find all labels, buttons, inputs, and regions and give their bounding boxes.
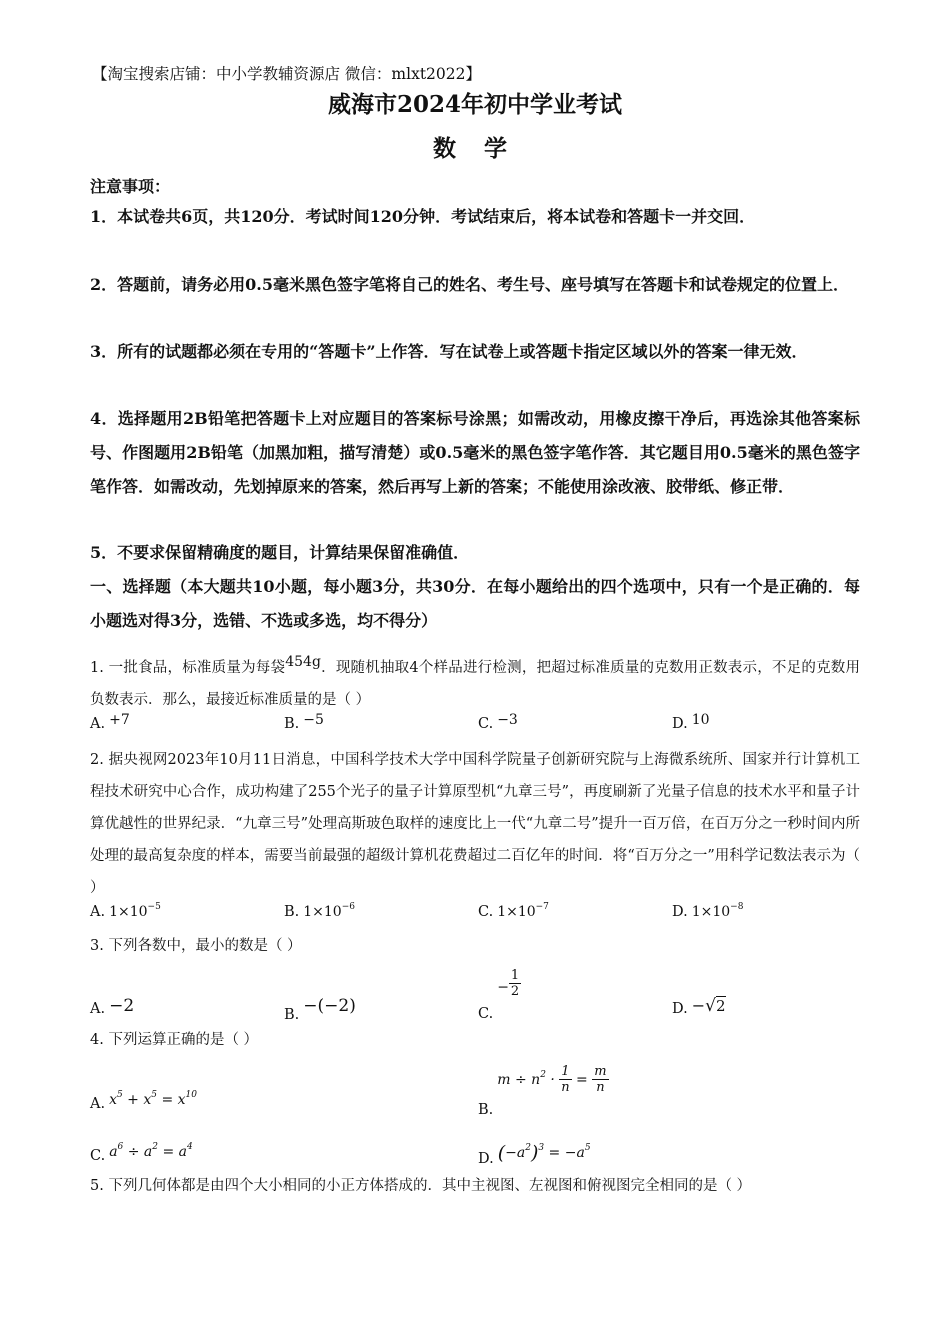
q1-option-d-value: 10: [691, 712, 710, 728]
notice-item-3: 3．所有的试题都必须在专用的“答题卡”上作答．写在试卷上或答题卡指定区域以外的答案一律无效．: [90, 342, 808, 361]
q2-option-a-base: 1×10: [109, 904, 148, 920]
q2-option-b[interactable]: [284, 902, 355, 920]
q1-mass: 454g: [285, 654, 321, 670]
q2-option-b-base: 1×10: [303, 904, 342, 920]
q3-option-a-value: −2: [109, 996, 135, 1016]
q2-option-c-base: 1×10: [497, 904, 536, 920]
q4-option-b[interactable]: [478, 1064, 609, 1118]
q3-option-d-label: D.: [672, 1001, 688, 1017]
q3-option-c[interactable]: [478, 968, 521, 1022]
q1-option-a-label: A.: [90, 716, 106, 732]
q2-option-a-exp: −5: [147, 902, 161, 912]
q2-option-a[interactable]: [90, 902, 161, 920]
q1-option-a[interactable]: [90, 712, 130, 732]
q4-option-a[interactable]: [90, 1090, 197, 1112]
q1-text-post: ．现随机抽取4个样品进行检测，把超过标准质量的克数用正数表示，不足的克数用负数表示．那么，最接近标准质量的是（ ）: [90, 660, 860, 708]
exam-title: 威海市2024年初中学业考试: [327, 91, 622, 118]
q1-option-d[interactable]: [672, 712, 710, 732]
q1-option-b[interactable]: [284, 712, 324, 732]
q3-option-b-value: −(−2): [303, 996, 356, 1016]
q2-option-c[interactable]: [478, 902, 549, 920]
q1-text-pre: 1. 一批食品，标准质量为每袋: [90, 660, 286, 676]
q3-option-c-denominator: 2: [510, 984, 520, 999]
q1-option-c-value: −3: [497, 712, 518, 728]
q2-option-d-label: D.: [672, 904, 688, 920]
q3-option-c-label: C.: [478, 1005, 494, 1022]
notice-item-2: 2．答题前，请务必用0.5毫米黑色签字笔将自己的姓名、考生号、座号填写在答题卡和试卷规定的位置上．: [90, 275, 849, 294]
q2-option-b-label: B.: [284, 904, 300, 920]
q4-option-d[interactable]: [478, 1142, 591, 1167]
q2-option-a-label: A.: [90, 904, 106, 920]
q4-option-a-formula: $x^5 + x^5 = x^{10}$: [109, 1090, 197, 1108]
q3-option-a[interactable]: [90, 996, 134, 1017]
sqrt-icon: √: [705, 996, 716, 1016]
q2-option-d-exp: −8: [730, 902, 744, 912]
q3-option-c-numerator: 1: [510, 968, 520, 983]
q4-option-c-formula: $a^6 \div a^2 = a^4$: [109, 1142, 193, 1160]
question-1: [90, 646, 860, 716]
notice-item-5: 5．不要求保留精确度的题目，计算结果保留准确值．: [90, 543, 470, 562]
q3-option-d-minus: −: [691, 996, 706, 1015]
q2-option-d[interactable]: [672, 902, 743, 920]
q4-option-b-label: B.: [478, 1101, 494, 1118]
q3-option-b[interactable]: [284, 996, 356, 1023]
notice-heading: 注意事项：: [90, 177, 171, 196]
q4-option-c-label: C.: [90, 1148, 106, 1164]
q4-option-a-label: A.: [90, 1096, 106, 1112]
q4-option-c[interactable]: [90, 1142, 193, 1164]
q2-option-c-exp: −7: [535, 902, 549, 912]
shop-ad-line: 【淘宝搜索店铺：中小学教辅资源店 微信：mlxt2022】: [92, 65, 482, 83]
q4-option-d-label: D.: [478, 1151, 494, 1167]
q1-option-d-label: D.: [672, 716, 688, 732]
section-heading-choice: 一、选择题（本大题共10小题，每小题3分，共30分．在每小题给出的四个选项中，只有一个是正确的．每小题选对得3分，选错、不选或多选，均不得分）: [90, 577, 860, 630]
q1-option-c[interactable]: [478, 712, 518, 732]
notice-item-1: 1．本试卷共6页，共120分．考试时间120分钟．考试结束后，将本试卷和答题卡一并交回．: [90, 207, 756, 226]
q1-option-b-value: −5: [303, 712, 324, 728]
q4-option-d-formula: $(-a^2)^3 = -a^5$: [497, 1142, 591, 1164]
q1-option-b-label: B.: [284, 716, 300, 732]
q3-option-d-radicand: 2: [715, 997, 726, 1015]
question-3: 3. 下列各数中，最小的数是（ ）: [90, 938, 302, 954]
q1-option-c-label: C.: [478, 716, 494, 732]
q3-option-c-fraction: [509, 968, 521, 999]
q4-option-b-formula: $m \div n^2$ · $\frac{1}{n}$ = $\frac{m}{n}$: [497, 1064, 607, 1095]
q2-option-b-exp: −6: [341, 902, 355, 912]
q3-option-b-label: B.: [284, 1007, 300, 1023]
question-2: 2. 据央视网2023年10月11日消息，中国科学技术大学中国科学院量子创新研究院与上海微系统所、国家并行计算机工程技术研究中心合作，成功构建了255个光子的量子计算原型机“九章三号”，再度刷新了光量子信息的技术水平和量子计算优越性的世界纪录．“九章三号”处理高斯玻色取样的速度比上一代“九章二号”提升一百万倍，在百万分之一秒时间内所处理的最高复杂度的样本，需要当前最强的超级计算机花费超过二百亿年的时间．将“百万分之一”用科学记数法表示为（ ）: [90, 752, 860, 896]
q2-option-c-label: C.: [478, 904, 494, 920]
q2-option-d-base: 1×10: [691, 904, 731, 920]
q1-option-a-value: +7: [109, 712, 130, 728]
question-5: 5. 下列几何体都是由四个大小相同的小正方体搭成的．其中主视图、左视图和俯视图完全相同的是（ ）: [90, 1178, 752, 1194]
q3-option-c-minus: −: [497, 979, 509, 996]
q3-option-d[interactable]: [672, 996, 726, 1017]
notice-item-4: 4．选择题用2B铅笔把答题卡上对应题目的答案标号涂黑；如需改动，用橡皮擦干净后，再选涂其他答案标号、作图题用2B铅笔（加黑加粗，描写清楚）或0.5毫米的黑色签字笔作答．其它题目用0.5毫米的黑色签字笔作答．如需改动，先划掉原来的答案，然后再写上新的答案；不能使用涂改液、胶带纸、修正带．: [90, 409, 860, 496]
q3-option-a-label: A.: [90, 1001, 106, 1017]
subject-title: 数 学: [432, 135, 517, 162]
question-4: 4. 下列运算正确的是（ ）: [90, 1032, 259, 1048]
